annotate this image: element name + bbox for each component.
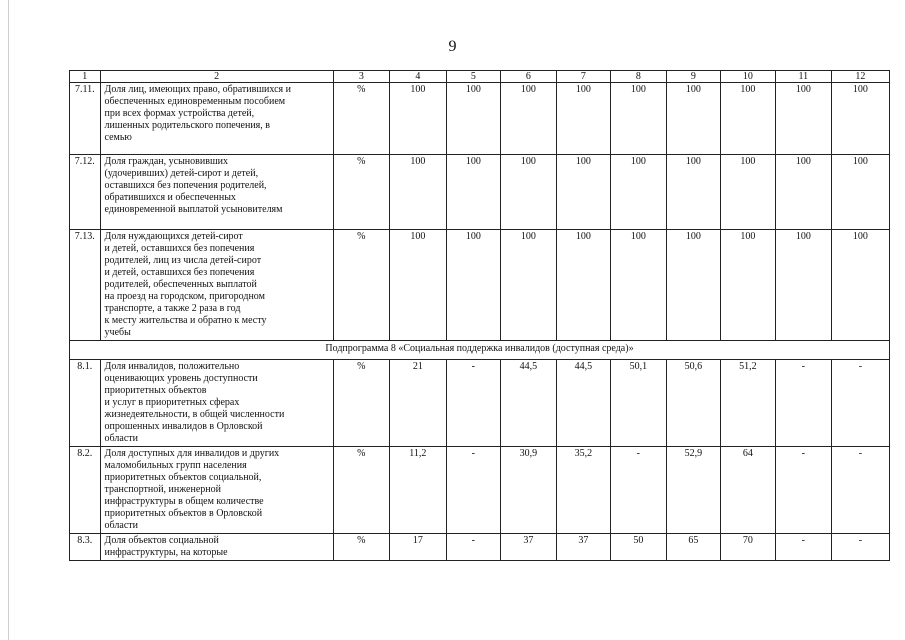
row-value: 70 (720, 534, 775, 561)
column-number: 9 (666, 71, 720, 83)
column-number: 8 (610, 71, 666, 83)
column-number: 11 (775, 71, 831, 83)
row-value: 37 (556, 534, 610, 561)
description-line: обратившихся и обеспеченных (104, 192, 236, 203)
section-title: Подпрограмма 8 «Социальная поддержка инвалидов (доступная среда)» (70, 341, 890, 360)
description-line: Доля граждан, усыновивших (104, 156, 229, 167)
row-value: - (610, 447, 666, 534)
table-row (70, 155, 890, 230)
row-value: 100 (556, 155, 610, 230)
description-line: единовременной выплатой усыновителям (104, 204, 283, 215)
row-description (100, 447, 333, 534)
row-value: 100 (610, 83, 666, 155)
row-unit: % (333, 447, 389, 534)
row-value: 30,9 (500, 447, 556, 534)
row-value: - (831, 447, 889, 534)
description-line: приоритетных объектов социальной, (104, 472, 262, 483)
description-line: приоритетных объектов в Орловской (104, 508, 263, 519)
row-index: 7.12. (70, 155, 101, 230)
table-row (70, 360, 890, 447)
row-value: - (446, 360, 500, 447)
description-line: области (104, 520, 138, 531)
row-value: 100 (446, 83, 500, 155)
description-line: родителей, лиц из числа детей-сирот (104, 255, 262, 266)
description-line: жизнедеятельности, в общей численности (104, 409, 285, 420)
indicators-table (69, 70, 890, 561)
column-number: 2 (100, 71, 333, 83)
row-value: 100 (389, 230, 446, 341)
description-line: (удочеривших) детей-сирот и детей, (104, 168, 259, 179)
description-line: и детей, оставшихся без попечения (104, 267, 255, 278)
row-value: 37 (500, 534, 556, 561)
description-line: на проезд на городском, пригородном (104, 291, 265, 302)
row-value: 100 (500, 83, 556, 155)
column-number: 7 (556, 71, 610, 83)
row-description (100, 534, 333, 561)
row-index: 8.1. (70, 360, 101, 447)
row-value: 11,2 (389, 447, 446, 534)
description-line: приоритетных объектов (104, 385, 207, 396)
page-number: 9 (448, 38, 457, 55)
table-row (70, 534, 890, 561)
description-line: Доля объектов социальной (104, 535, 219, 546)
row-value: 100 (666, 155, 720, 230)
description-lines (105, 535, 330, 559)
row-value: 44,5 (500, 360, 556, 447)
row-value: 50,6 (666, 360, 720, 447)
row-unit: % (333, 230, 389, 341)
column-number-row (70, 71, 890, 83)
description-line: учебы (104, 327, 131, 338)
section-row (70, 341, 890, 360)
description-line: и детей, оставшихся без попечения (104, 243, 255, 254)
row-value: - (446, 534, 500, 561)
description-line: маломобильных групп населения (104, 460, 247, 471)
row-index: 7.11. (70, 83, 101, 155)
column-number: 5 (446, 71, 500, 83)
row-value: 44,5 (556, 360, 610, 447)
row-description (100, 360, 333, 447)
column-number: 3 (333, 71, 389, 83)
row-value: - (831, 360, 889, 447)
description-line: опрошенных инвалидов в Орловской (104, 421, 263, 432)
row-description (100, 230, 333, 341)
description-lines (105, 231, 330, 339)
column-number: 12 (831, 71, 889, 83)
description-line: Доля лиц, имеющих право, обратившихся и (104, 84, 291, 95)
description-line: Доля инвалидов, положительно (104, 361, 240, 372)
description-line: лишенных родительского попечения, в (104, 120, 270, 131)
description-line: обеспеченных единовременным пособием (104, 96, 286, 107)
row-description (100, 155, 333, 230)
row-value: 100 (666, 230, 720, 341)
row-value: 100 (831, 230, 889, 341)
table-row (70, 230, 890, 341)
row-value: 100 (720, 155, 775, 230)
row-value: 35,2 (556, 447, 610, 534)
column-number: 10 (720, 71, 775, 83)
row-value: 100 (556, 83, 610, 155)
table-body (70, 71, 890, 561)
description-line: оценивающих уровень доступности (104, 373, 258, 384)
description-line: и услуг в приоритетных сферах (104, 397, 240, 408)
row-value: 100 (775, 230, 831, 341)
row-value: - (775, 360, 831, 447)
row-value: 17 (389, 534, 446, 561)
description-line: оставшихся без попечения родителей, (104, 180, 267, 191)
row-value: 100 (446, 230, 500, 341)
row-value: 52,9 (666, 447, 720, 534)
row-value: 100 (775, 155, 831, 230)
row-description (100, 83, 333, 155)
row-value: 100 (831, 155, 889, 230)
row-value: 64 (720, 447, 775, 534)
row-value: 50 (610, 534, 666, 561)
row-unit: % (333, 534, 389, 561)
page-edge-line (8, 0, 9, 640)
row-value: 100 (720, 230, 775, 341)
description-line: к месту жительства и обратно к месту (104, 315, 267, 326)
row-value: 100 (389, 155, 446, 230)
row-value: 21 (389, 360, 446, 447)
row-value: 100 (610, 155, 666, 230)
table-row (70, 447, 890, 534)
row-value: 100 (446, 155, 500, 230)
row-value: 100 (775, 83, 831, 155)
column-number: 1 (70, 71, 101, 83)
description-lines (105, 448, 330, 532)
row-value: - (775, 447, 831, 534)
description-lines (105, 84, 330, 144)
description-line: при всех формах устройства детей, (104, 108, 255, 119)
row-value: - (446, 447, 500, 534)
row-index: 7.13. (70, 230, 101, 341)
row-value: 100 (666, 83, 720, 155)
row-value: 50,1 (610, 360, 666, 447)
row-value: 100 (720, 83, 775, 155)
description-line: Доля нуждающихся детей-сирот (104, 231, 243, 242)
description-line: транспортной, инженерной (104, 484, 221, 495)
table-row (70, 83, 890, 155)
description-line: семью (104, 132, 132, 143)
row-value: 100 (500, 230, 556, 341)
row-value: 100 (831, 83, 889, 155)
row-value: 100 (610, 230, 666, 341)
row-value: 51,2 (720, 360, 775, 447)
row-unit: % (333, 155, 389, 230)
row-value: 100 (556, 230, 610, 341)
description-line: Доля доступных для инвалидов и других (104, 448, 280, 459)
description-line: транспорте, а также 2 раза в год (104, 303, 241, 314)
description-line: области (104, 433, 138, 444)
description-lines (105, 156, 330, 216)
column-number: 4 (389, 71, 446, 83)
row-index: 8.3. (70, 534, 101, 561)
row-value: 100 (389, 83, 446, 155)
row-index: 8.2. (70, 447, 101, 534)
column-number: 6 (500, 71, 556, 83)
row-unit: % (333, 360, 389, 447)
row-value: - (775, 534, 831, 561)
description-lines (105, 361, 330, 445)
description-line: родителей, обеспеченных выплатой (104, 279, 257, 290)
row-value: 100 (500, 155, 556, 230)
description-line: инфраструктуры, на которые (104, 547, 228, 558)
row-value: - (831, 534, 889, 561)
row-value: 65 (666, 534, 720, 561)
row-unit: % (333, 83, 389, 155)
description-line: инфраструктуры в общем количестве (104, 496, 264, 507)
